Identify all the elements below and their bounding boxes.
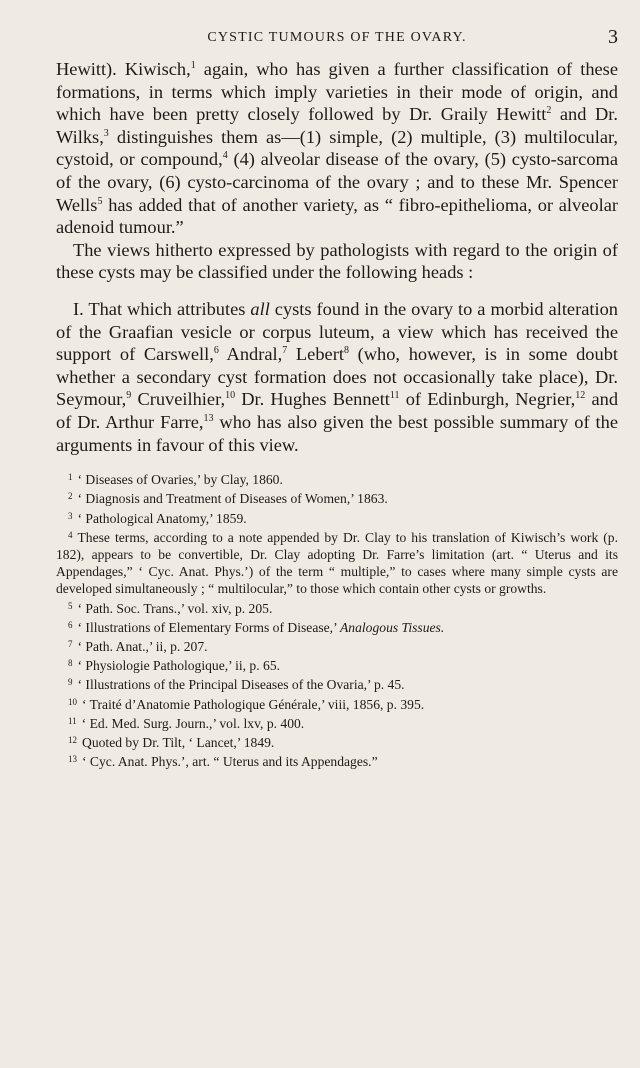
footnote-ref: 5 xyxy=(97,195,103,207)
footnote-number: 10 xyxy=(68,696,77,707)
footnote-number: 9 xyxy=(68,677,73,688)
footnotes xyxy=(56,469,618,770)
footnote-number: 2 xyxy=(68,491,73,502)
footnote-ref: 11 xyxy=(389,390,400,402)
text-run: Quoted by Dr. Tilt, ‘ Lancet,’ 1849. xyxy=(82,734,275,750)
footnote-number: 3 xyxy=(68,510,73,521)
footnote-number: 13 xyxy=(68,754,77,765)
footnote-number: 5 xyxy=(68,600,73,611)
footnote xyxy=(56,508,618,527)
text-run: ‘ Pathological Anatomy,’ 1859. xyxy=(77,510,247,526)
footnote-ref: 1 xyxy=(190,60,196,71)
footnote xyxy=(56,488,618,507)
text-run: distinguishes them as—(1) simple, (2) multiple, (3) multilocular, cystoid, or compound, xyxy=(56,126,618,170)
text-run: (who, however, is in some doubt whether a secondary cyst formation does not occasionally take place), Dr. Seymour, xyxy=(56,344,618,410)
emphasis-text: all xyxy=(250,298,270,319)
footnote-ref: 6 xyxy=(213,345,219,357)
footnote-ref: 4 xyxy=(222,150,228,162)
text-run: Hewitt). Kiwisch, xyxy=(56,59,191,79)
footnote xyxy=(56,527,618,598)
text-run: ‘ Diseases of Ovaries,’ by Clay, 1860. xyxy=(77,472,283,488)
footnote xyxy=(56,655,618,674)
footnote xyxy=(56,469,618,488)
footnote-ref: 7 xyxy=(282,345,288,357)
footnote xyxy=(56,674,618,693)
page-number: 3 xyxy=(608,26,618,48)
footnote-number: 7 xyxy=(68,638,73,649)
paragraph xyxy=(56,58,618,239)
footnote-ref: 2 xyxy=(546,105,552,117)
footnote xyxy=(56,617,618,636)
text-run: ‘ Illustrations of the Principal Diseases of the Ovaria,’ p. 45. xyxy=(77,677,405,693)
footnote xyxy=(56,598,618,617)
footnote-ref: 8 xyxy=(343,345,349,357)
text-run: Cruveilhier, xyxy=(131,389,226,410)
footnote xyxy=(56,751,618,770)
footnote xyxy=(56,694,618,713)
footnote-ref: 9 xyxy=(126,390,132,402)
footnote-number: 6 xyxy=(68,619,73,630)
body-text xyxy=(56,58,618,456)
text-run: and Dr. Wilks, xyxy=(56,104,618,147)
text-run: ‘ Cyc. Anat. Phys.’, art. “ Uterus and its Appendages.” xyxy=(82,754,378,770)
paragraph xyxy=(56,298,618,456)
text-run: again, who has given a further classification of these formations, in terms which imply varieties in their mode of origin, and which have been pretty closely followed by Dr. Graily Hewitt xyxy=(56,59,618,125)
text-run: Dr. Hughes Bennett xyxy=(235,389,390,410)
footnote-ref: 3 xyxy=(103,127,109,139)
footnote-ref: 10 xyxy=(225,390,236,402)
text-run: (4) alveolar disease of the ovary, (5) cysto-sarcoma of the ovary, (6) cysto-carcinoma of the ovary ; and to these Mr. Spencer Wells xyxy=(56,149,618,215)
footnote-ref: 13 xyxy=(203,412,214,424)
paragraph xyxy=(56,239,618,284)
text-run: and of Dr. Arthur Farre, xyxy=(56,389,619,432)
text-run: Andral, xyxy=(218,344,283,365)
text-run: ‘ Traité d’Anatomie Pathologique Générale,’ viii, 1856, p. 395. xyxy=(82,696,425,712)
footnote-number: 1 xyxy=(68,472,73,483)
text-run: ‘ Path. Anat.,’ ii, p. 207. xyxy=(77,638,208,654)
footnote xyxy=(56,713,618,732)
footnote-number: 11 xyxy=(68,715,77,726)
text-run: ‘ Illustrations of Elementary Forms of Disease,’ xyxy=(77,619,340,635)
text-run: has added that of another variety, as “ fibro-epithelioma, or alveolar adenoid tumour.” xyxy=(56,194,618,238)
text-run: Lebert xyxy=(287,344,344,365)
footnote-number: 12 xyxy=(68,734,77,745)
text-run: ‘ Ed. Med. Surg. Journ.,’ vol. lxv, p. 400. xyxy=(81,715,305,731)
text-run: who has also given the best possible summary of the arguments in favour of this view. xyxy=(56,411,619,455)
page-header xyxy=(56,26,618,58)
footnote-ref: 12 xyxy=(575,390,586,402)
text-run: cysts found in the ovary to a morbid alteration of the Graafian vesicle or corpus luteum, a view which has received the support of Carswell, xyxy=(56,298,618,365)
footnote xyxy=(56,636,618,655)
footnote-number: 4 xyxy=(68,529,73,540)
text-run: ‘ Physiologie Pathologique,’ ii, p. 65. xyxy=(77,658,281,674)
footnote-number: 8 xyxy=(68,658,73,669)
text-run: ‘ Path. Soc. Trans.,’ vol. xiv, p. 205. xyxy=(77,600,273,616)
running-head: CYSTIC TUMOURS OF THE OVARY. xyxy=(207,30,467,45)
text-run: ‘ Diagnosis and Treatment of Diseases of Women,’ 1863. xyxy=(77,491,388,507)
footnote xyxy=(56,732,618,751)
text-run: These terms, according to a note appended by Dr. Clay to his translation of Kiwisch’s work (p. 182), appears to be convertible, Dr. Clay adopting Dr. Farre’s limitation (art. “ Uterus and its Appendages,” ‘ Cyc. Anat. Phys.’) of the term “ multiple,” to cases where many simple cysts are developed simultaneously ; “ multilocular,” to those which contain other cysts or growths. xyxy=(56,529,618,597)
text-run: of Edinburgh, Negrier, xyxy=(399,389,576,410)
text-run: The views hitherto expressed by pathologists with regard to the origin of these cysts may be classified under the following heads : xyxy=(56,239,618,283)
text-run: I. That which attributes xyxy=(73,298,251,319)
emphasis-text: Analogous Tissues. xyxy=(340,619,445,635)
